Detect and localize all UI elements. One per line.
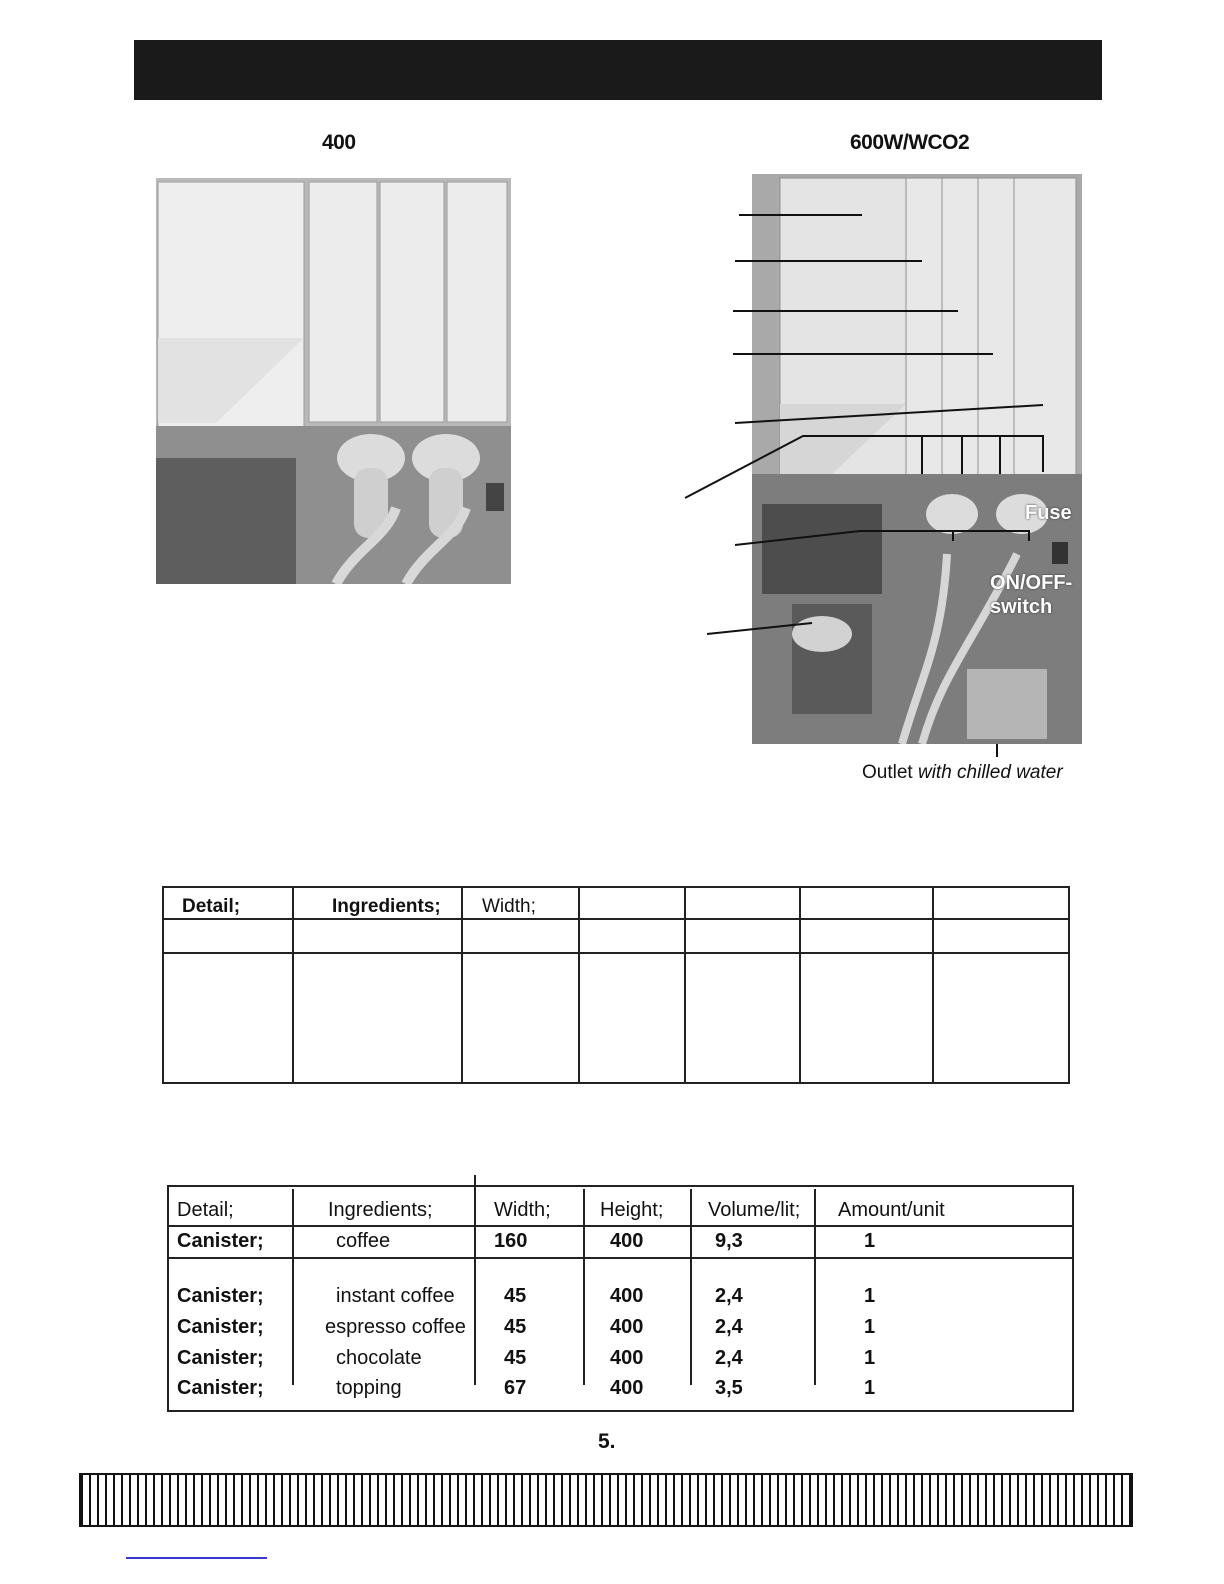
- table-model-600: [167, 1185, 1074, 1412]
- footer-link[interactable]: [126, 1557, 267, 1559]
- table-row-0-height: 400: [610, 1230, 644, 1252]
- table-row-1-height: 400: [610, 1285, 644, 1307]
- table-row-1-detail: Canister;: [177, 1285, 264, 1307]
- table-row-4-height: 400: [610, 1377, 644, 1399]
- model-label-400: 400: [322, 131, 356, 154]
- table-row-0-volume: 9,3: [715, 1230, 743, 1252]
- table-row-4-amount: 1: [864, 1377, 876, 1399]
- outlet-caption: [862, 762, 1063, 784]
- table-row-2-amount: 1: [864, 1316, 876, 1338]
- table-row-1-ingredient: instant coffee: [336, 1285, 455, 1307]
- table-row-4-width: 67: [504, 1377, 527, 1399]
- outlet-caption-prefix: Outlet: [862, 762, 918, 783]
- table-row-0-detail: Canister;: [177, 1230, 264, 1252]
- table-row-2-ingredient: espresso coffee: [325, 1316, 466, 1338]
- callout-topping: [735, 405, 1043, 423]
- callout-outlets: [685, 436, 1043, 498]
- table-row-1-width: 45: [504, 1285, 527, 1307]
- t2-header-detail: Detail;: [177, 1199, 234, 1221]
- table-model-400: [162, 886, 1070, 1084]
- outlet-caption-italic: with chilled water: [917, 762, 1063, 783]
- switch-label-line1: ON/OFF-: [990, 572, 1073, 594]
- t2-header-ingredients: Ingredients;: [328, 1199, 433, 1221]
- fuse-label: Fuse: [1025, 502, 1072, 524]
- table-row-4-detail: Canister;: [177, 1377, 264, 1399]
- table-row-2-detail: Canister;: [177, 1316, 264, 1338]
- table-row-3-ingredient: chocolate: [336, 1347, 422, 1369]
- table-row-4-volume: 3,5: [715, 1377, 743, 1399]
- table-row-2-width: 45: [504, 1316, 527, 1338]
- table-row-3-amount: 1: [864, 1347, 876, 1369]
- table-row-1-amount: 1: [864, 1285, 876, 1307]
- switch-label-line2: switch: [990, 596, 1053, 618]
- t1-header-ingredients: Ingredients;: [332, 896, 441, 917]
- table-row-3-height: 400: [610, 1347, 644, 1369]
- t2-header-amount: Amount/unit: [838, 1199, 945, 1221]
- t1-header-width: Width;: [482, 896, 536, 917]
- table-row-1-volume: 2,4: [715, 1285, 743, 1307]
- table-row-3-width: 45: [504, 1347, 527, 1369]
- t2-header-width: Width;: [494, 1199, 551, 1221]
- table-row-0-amount: 1: [864, 1230, 876, 1252]
- table-row-2-height: 400: [610, 1316, 644, 1338]
- footer-barcode-bar: [79, 1473, 1133, 1527]
- t2-header-height: Height;: [600, 1199, 664, 1221]
- table-row-3-volume: 2,4: [715, 1347, 743, 1369]
- table-row-2-volume: 2,4: [715, 1316, 743, 1338]
- callout-mixing: [735, 531, 860, 545]
- callout-brewer: [707, 623, 812, 634]
- table-row-0-width: 160: [494, 1230, 528, 1252]
- table-row-4-ingredient: topping: [336, 1377, 402, 1399]
- t1-header-detail: Detail;: [182, 896, 241, 917]
- table-row-3-detail: Canister;: [177, 1347, 264, 1369]
- page-number: 5.: [598, 1430, 616, 1453]
- table-row-0-ingredient: coffee: [336, 1230, 391, 1252]
- model-label-600: 600W/WCO2: [850, 131, 970, 154]
- t2-header-volume: Volume/lit;: [708, 1199, 801, 1221]
